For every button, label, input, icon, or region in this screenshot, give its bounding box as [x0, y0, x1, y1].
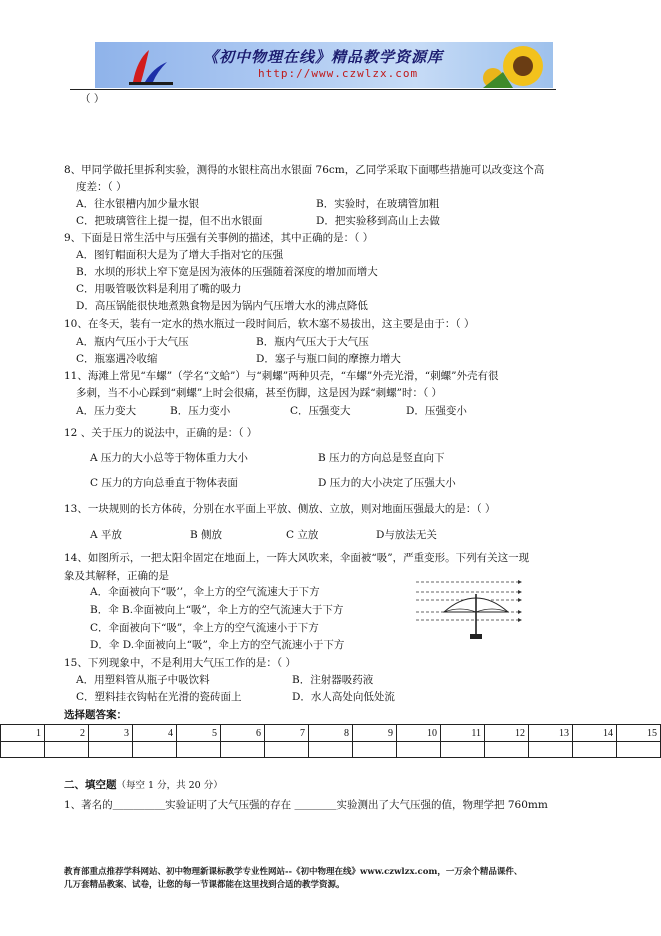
fill-section-heading-row	[64, 777, 223, 792]
banner-url: http://www.czwlzx.com	[258, 67, 419, 80]
header-banner	[95, 42, 553, 88]
question-13-option-c: C 立放	[286, 529, 319, 541]
answer-cell[interactable]	[133, 742, 177, 758]
question-12-option-a: A 压力的大小总等于物体重力大小	[90, 452, 248, 464]
umbrella-figure	[414, 576, 526, 642]
question-11-option-c: C．压强变大	[290, 405, 351, 417]
answer-cell[interactable]	[45, 742, 89, 758]
question-9-option-d: D．高压锅能很快地煮熟食物是因为锅内气压增大水的沸点降低	[76, 300, 368, 312]
question-12-line-1: 12 、关于压力的说法中，正确的是：（ ）	[64, 427, 258, 439]
answer-number: 14	[573, 725, 617, 742]
answer-number: 8	[309, 725, 353, 742]
question-15-line-1: 15、下列现象中，不是利用大气压工作的是：（ ）	[64, 657, 296, 669]
header-rule	[70, 89, 556, 90]
question-9-option-b: B．水坝的形状上窄下宽是因为液体的压强随着深度的增加而增大	[76, 266, 378, 278]
question-11-line-1: 11、海滩上常见“车螺”（学名“文蛤”）与“刺螺”两种贝壳，“车螺”外壳光滑，“刺螺”外壳有很	[64, 370, 499, 382]
question-9-line-1: 9、下面是日常生活中与压强有关事例的描述，其中正确的是：（ ）	[64, 232, 374, 244]
question-11-option-b: B．压力变小	[170, 405, 231, 417]
answer-table	[0, 724, 661, 758]
question-8-line-2: 度差：（ ）	[76, 181, 127, 193]
answer-label: 选择题答案：	[64, 709, 127, 721]
question-12-option-d: D 压力的大小决定了压强大小	[318, 477, 456, 489]
answer-number: 13	[529, 725, 573, 742]
fill-question-1: 1、著名的＿＿＿＿＿实验证明了大气压强的存在 ＿＿＿＿实验测出了大气压强的值，物理学把 760mm	[64, 799, 548, 811]
answer-number: 4	[133, 725, 177, 742]
question-14-line-2: 象及其解释，正确的是	[64, 570, 169, 582]
question-8-line-1: 8、甲同学做托里拆利实验，测得的水银柱高出水银面 76cm，乙同学采取下面哪些措施可以改变这个高	[64, 164, 545, 176]
question-13-option-b: B 侧放	[190, 529, 223, 541]
answer-cell[interactable]	[221, 742, 265, 758]
answer-cell[interactable]	[529, 742, 573, 758]
question-10-option-c: C．瓶塞遇冷收缩	[76, 353, 158, 365]
answer-cell[interactable]	[353, 742, 397, 758]
answer-number: 7	[265, 725, 309, 742]
question-14-option-d: D．伞 D.伞面被向上“吸”，伞上方的空气流速小于下方	[90, 639, 345, 651]
answer-number-row	[1, 725, 661, 742]
answer-number: 12	[485, 725, 529, 742]
answer-number: 11	[441, 725, 485, 742]
logo-icon	[123, 42, 183, 88]
question-15-option-b: B．注射器吸药液	[292, 674, 374, 686]
question-12-option-b: B 压力的方向总是竖直向下	[318, 452, 445, 464]
answer-number: 15	[617, 725, 661, 742]
answer-cell[interactable]	[485, 742, 529, 758]
banner-title: 《初中物理在线》精品教学资源库	[203, 48, 444, 66]
question-11-option-d: D．压强变小	[406, 405, 467, 417]
fill-section-heading: 二、填空题	[64, 779, 117, 791]
question-13-option-d: D与放法无关	[376, 529, 437, 541]
answer-cell[interactable]	[177, 742, 221, 758]
question-10-option-a: A．瓶内气压小于大气压	[76, 336, 189, 348]
question-12-option-c: C 压力的方向总垂直于物体表面	[90, 477, 238, 489]
question-9-option-c: C．用吸管吸饮料是利用了嘴的吸力	[76, 283, 242, 295]
question-10-option-d: D．塞子与瓶口间的摩擦力增大	[256, 353, 401, 365]
question-14-option-a: A．伞面被向下“吸’’，伞上方的空气流速大于下方	[90, 586, 320, 598]
question-8-option-c: C．把玻璃管往上提一提，但不出水银面	[76, 215, 263, 227]
answer-cell[interactable]	[309, 742, 353, 758]
answer-cell[interactable]	[265, 742, 309, 758]
question-13-option-a: A 平放	[90, 529, 122, 541]
question-15-option-c: C．塑料挂衣钩帖在光滑的瓷砖面上	[76, 691, 242, 703]
answer-number: 3	[89, 725, 133, 742]
answer-cell[interactable]	[1, 742, 45, 758]
answer-number: 6	[221, 725, 265, 742]
answer-number: 9	[353, 725, 397, 742]
answer-cell[interactable]	[441, 742, 485, 758]
question-15-option-a: A．用塑料管从瓶子中吸饮料	[76, 674, 210, 686]
question-10-option-b: B．瓶内气压大于大气压	[256, 336, 369, 348]
question-11-line-2: 多刺，当不小心踩到“刺螺”上时会很痛，甚至伤脚，这是因为踩“刺螺”时：（ ）	[76, 387, 443, 399]
answer-cell[interactable]	[617, 742, 661, 758]
question-14-line-1: 14、如图所示，一把太阳伞固定在地面上，一阵大风吹来，伞面被“吸”，严重变形。下列有关这一现	[64, 552, 530, 564]
answer-number: 10	[397, 725, 441, 742]
question-14-option-b: B．伞 B.伞面被向上“吸”，伞上方的空气流速大于下方	[90, 604, 344, 616]
question-8-option-d: D．把实验移到高山上去做	[316, 215, 440, 227]
question-8-option-a: A．往水银槽内加少量水银	[76, 198, 200, 210]
question-10-line-1: 10、在冬天，装有一定水的热水瓶过一段时间后，软木塞不易拔出，这主要是由于：（ ）	[64, 318, 475, 330]
answer-number: 2	[45, 725, 89, 742]
question-8-option-b: B．实验时，在玻璃管加粗	[316, 198, 440, 210]
question-13-line-1: 13、一块规则的长方体砖，分别在水平面上平放、侧放、立放，则对地面压强最大的是：（ ）	[64, 503, 496, 515]
answer-cell[interactable]	[89, 742, 133, 758]
top-bracket: （ ）	[80, 93, 105, 105]
fill-section-note: （每空 1 分，共 20 分）	[116, 780, 223, 791]
answer-blank-row	[1, 742, 661, 758]
footer-line-2: 几万套精品教案、试卷，让您的每一节课都能在这里找到合适的教学资源。	[64, 880, 345, 890]
answer-cell[interactable]	[573, 742, 617, 758]
footer-line-1: 教育部重点推荐学科网站、初中物理新课标教学专业性网站--《初中物理在线》www.czwlzx.com，一万余个精品课件、	[64, 867, 523, 877]
sunflower-icon	[483, 42, 553, 88]
question-9-option-a: A．图钉帽面积大是为了增大手指对它的压强	[76, 249, 284, 261]
answer-number: 5	[177, 725, 221, 742]
question-15-option-d: D．水人高处向低处流	[292, 691, 395, 703]
answer-number: 1	[1, 725, 45, 742]
answer-cell[interactable]	[397, 742, 441, 758]
question-14-option-c: C．伞面被向下“吸”，伞上方的空气流速小于下方	[90, 622, 319, 634]
question-11-option-a: A．压力变大	[76, 405, 137, 417]
